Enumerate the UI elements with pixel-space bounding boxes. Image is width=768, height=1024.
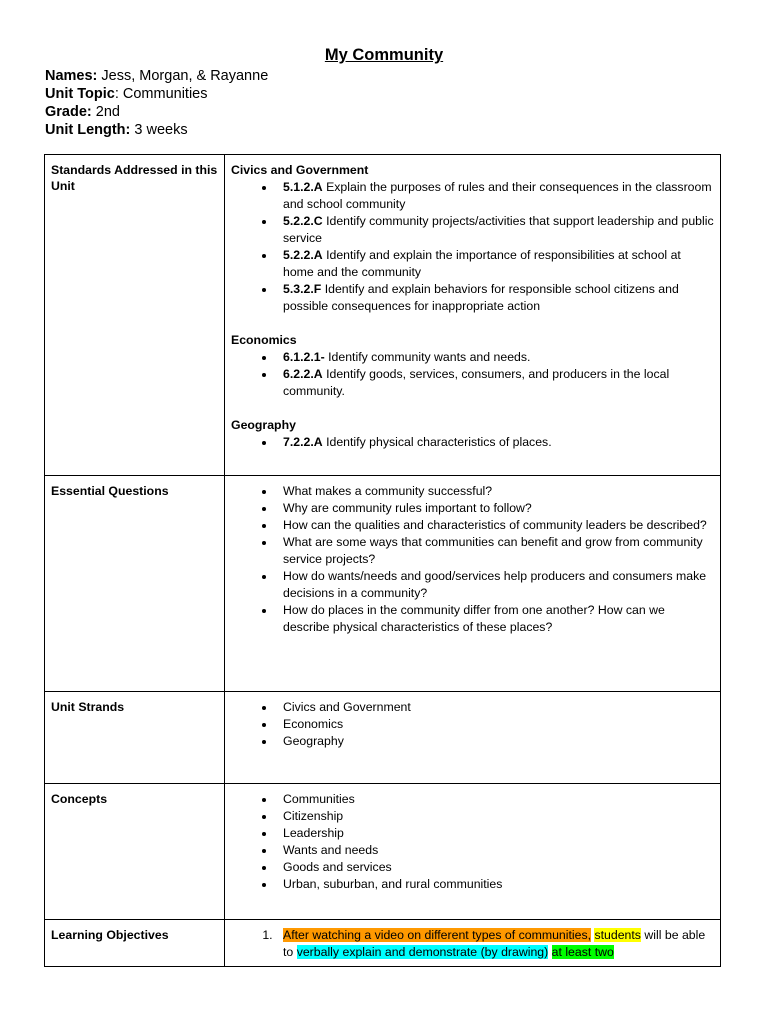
standard-text: Identify physical characteristics of places. <box>322 435 552 449</box>
list-item <box>276 179 714 213</box>
objective-text: will be able to <box>283 928 706 959</box>
list-item: • How do places in the community differ from one another? How can we describe physical characteristics of these places? <box>276 602 714 636</box>
list-item: • Leadership <box>276 825 714 842</box>
grade-value: 2nd <box>91 104 120 120</box>
list-item <box>276 281 714 315</box>
list-item: • Geography <box>276 733 714 750</box>
unit-strands-row <box>45 692 721 784</box>
essential-questions-content <box>225 476 721 692</box>
standard-code: 5.3.2.F <box>283 282 322 296</box>
essential-questions-list <box>231 483 714 636</box>
standard-code: 5.1.2.A <box>283 180 323 194</box>
names-line <box>45 67 268 85</box>
list-item: • Citizenship <box>276 808 714 825</box>
economics-heading: Economics <box>231 333 297 347</box>
standard-code: 5.2.2.A <box>283 248 323 262</box>
highlight-green: at least two <box>551 945 614 959</box>
list-item <box>276 349 714 366</box>
concepts-row <box>45 784 721 920</box>
concepts-label: Concepts <box>45 784 225 920</box>
concepts-list <box>231 791 714 893</box>
list-item <box>276 434 714 451</box>
list-item: • Communities <box>276 791 714 808</box>
names-label: Names: <box>45 68 98 84</box>
unit-strands-list <box>231 699 714 750</box>
length-line <box>45 121 268 139</box>
standard-text: Identify community wants and needs. <box>324 350 531 364</box>
standards-content <box>225 155 721 476</box>
length-label: Unit Length: <box>45 122 131 138</box>
learning-objectives-row <box>45 920 721 967</box>
list-item: • How can the qualities and characteristics of community leaders be described? <box>276 517 714 534</box>
standard-code: 6.2.2.A <box>283 367 323 381</box>
standard-code: 6.1.2.1- <box>283 350 325 364</box>
grade-label: Grade: <box>45 104 92 120</box>
list-item: • How do wants/needs and good/services help producers and consumers make decisions in a community? <box>276 568 714 602</box>
topic-label: Unit Topic <box>45 86 115 102</box>
standard-code: 7.2.2.A <box>283 435 323 449</box>
list-item: • Wants and needs <box>276 842 714 859</box>
list-item: • Urban, suburban, and rural communities <box>276 876 714 893</box>
highlight-orange: After watching a video on different types of communities, <box>283 928 592 942</box>
highlight-yellow: students <box>594 928 641 942</box>
essential-questions-row <box>45 476 721 692</box>
list-item: • What are some ways that communities can benefit and grow from community service projects? <box>276 534 714 568</box>
unit-plan-table <box>44 154 721 967</box>
list-item: • Economics <box>276 716 714 733</box>
grade-line <box>45 103 268 121</box>
list-item: • Goods and services <box>276 859 714 876</box>
civics-standards-list <box>231 179 714 315</box>
topic-line <box>45 85 268 103</box>
standard-text: Identify and explain behaviors for responsible school citizens and possible consequences for inappropriate action <box>283 282 679 313</box>
topic-value: : Communities <box>114 86 208 102</box>
geography-standards-list <box>231 434 714 451</box>
length-value: 3 weeks <box>130 122 188 138</box>
economics-standards-list <box>231 349 714 400</box>
standards-row <box>45 155 721 476</box>
list-item <box>276 927 714 961</box>
essential-questions-label: Essential Questions <box>45 476 225 692</box>
list-item: • Civics and Government <box>276 699 714 716</box>
page-title: My Community <box>324 46 444 64</box>
list-item <box>276 247 714 281</box>
concepts-content <box>225 784 721 920</box>
learning-objectives-content <box>225 920 721 967</box>
list-item: • Why are community rules important to follow? <box>276 500 714 517</box>
standard-text: Explain the purposes of rules and their consequences in the classroom and school community <box>283 180 712 211</box>
civics-heading: Civics and Government <box>231 163 369 177</box>
standard-text: Identify community projects/activities that support leadership and public service <box>283 214 714 245</box>
unit-strands-label: Unit Strands <box>45 692 225 784</box>
names-value: Jess, Morgan, & Rayanne <box>97 68 269 84</box>
unit-strands-content <box>225 692 721 784</box>
highlight-cyan: verbally explain and demonstrate (by drawing) <box>296 945 549 959</box>
learning-objectives-label: Learning Objectives <box>45 920 225 967</box>
standard-text: Identify goods, services, consumers, and producers in the local community. <box>283 367 670 398</box>
standard-text: Identify and explain the importance of responsibilities at school at home and the community <box>283 248 681 279</box>
unit-meta <box>45 67 268 139</box>
list-item: • What makes a community successful? <box>276 483 714 500</box>
geography-heading: Geography <box>231 418 296 432</box>
standards-label: Standards Addressed in this Unit <box>45 155 225 476</box>
standard-code: 5.2.2.C <box>283 214 323 228</box>
list-item <box>276 366 714 400</box>
list-item <box>276 213 714 247</box>
learning-objectives-list <box>231 927 714 961</box>
